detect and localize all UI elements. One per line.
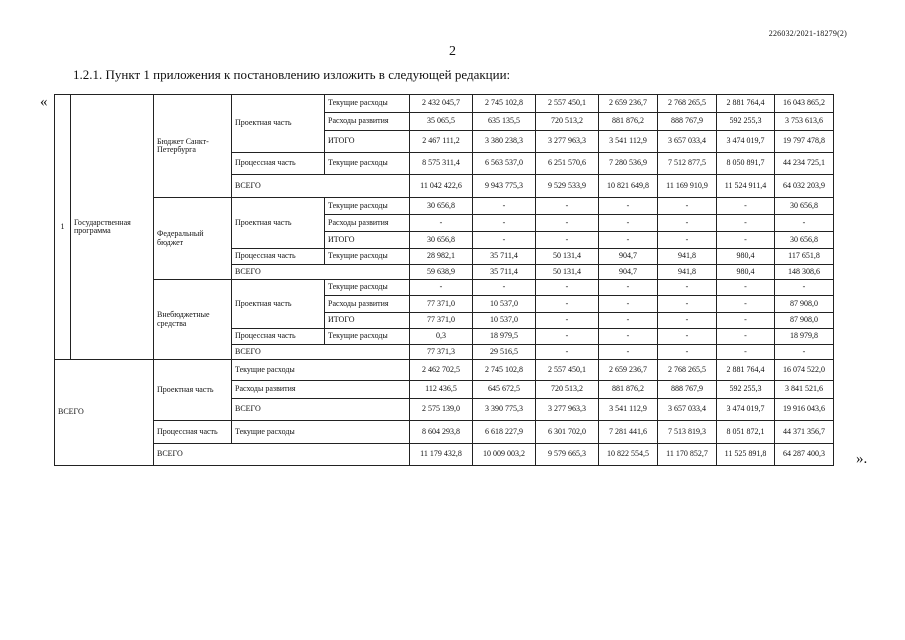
value-cell: 11 524 911,4: [717, 175, 775, 198]
expense-type-label: Текущие расходы: [232, 421, 410, 444]
opening-quote: «: [40, 94, 48, 110]
value-cell: 30 656,8: [410, 232, 473, 249]
value-cell: 7 512 877,5: [658, 153, 717, 175]
value-cell: 980,4: [717, 265, 775, 280]
value-cell: 7 280 536,9: [599, 153, 658, 175]
value-cell: 10 537,0: [473, 296, 536, 313]
closing-quote: ».: [856, 451, 868, 467]
row-total-cell: 16 074 522,0: [775, 360, 834, 381]
value-cell: 980,4: [717, 249, 775, 265]
table-row: [55, 198, 900, 215]
value-cell: 2 467 111,2: [410, 131, 473, 153]
value-cell: -: [658, 232, 717, 249]
value-cell: -: [717, 280, 775, 296]
row-total-cell: 87 908,0: [775, 313, 834, 329]
expense-type-label: Расходы развития: [325, 215, 410, 232]
value-cell: 720 513,2: [536, 381, 599, 399]
value-cell: 645 672,5: [473, 381, 536, 399]
table-row: [55, 421, 900, 444]
value-cell: 7 513 819,3: [658, 421, 717, 444]
value-cell: 941,8: [658, 265, 717, 280]
value-cell: -: [717, 232, 775, 249]
page-number: 2: [449, 44, 456, 59]
value-cell: 2 659 236,7: [599, 360, 658, 381]
value-cell: 77 371,0: [410, 296, 473, 313]
row-total-cell: 64 287 400,3: [775, 444, 834, 466]
value-cell: -: [473, 280, 536, 296]
value-cell: 2 768 265,5: [658, 360, 717, 381]
value-cell: 3 380 238,3: [473, 131, 536, 153]
value-cell: 77 371,0: [410, 313, 473, 329]
value-cell: 8 050 891,7: [717, 153, 775, 175]
value-cell: 7 281 441,6: [599, 421, 658, 444]
value-cell: 592 255,3: [717, 113, 775, 131]
table-row: [55, 444, 900, 466]
expense-type-label: Текущие расходы: [325, 249, 410, 265]
value-cell: 3 541 112,9: [599, 399, 658, 421]
value-cell: 3 541 112,9: [599, 131, 658, 153]
expense-type-label: Текущие расходы: [232, 360, 410, 381]
value-cell: 59 638,9: [410, 265, 473, 280]
value-cell: 888 767,9: [658, 381, 717, 399]
value-cell: -: [473, 198, 536, 215]
value-cell: -: [658, 280, 717, 296]
value-cell: 6 563 537,0: [473, 153, 536, 175]
row-total-cell: 3 841 521,6: [775, 381, 834, 399]
value-cell: 2 462 702,5: [410, 360, 473, 381]
document-number: 226032/2021-18279(2): [768, 29, 847, 38]
value-cell: -: [536, 232, 599, 249]
value-cell: 2 881 764,4: [717, 95, 775, 113]
value-cell: -: [599, 296, 658, 313]
value-cell: 6 251 570,6: [536, 153, 599, 175]
value-cell: 881 876,2: [599, 113, 658, 131]
value-cell: -: [599, 313, 658, 329]
row-total-cell: 87 908,0: [775, 296, 834, 313]
value-cell: 941,8: [658, 249, 717, 265]
value-cell: 888 767,9: [658, 113, 717, 131]
expense-type-label: Текущие расходы: [325, 280, 410, 296]
value-cell: 3 657 033,4: [658, 131, 717, 153]
value-cell: 2 881 764,4: [717, 360, 775, 381]
value-cell: -: [658, 329, 717, 345]
value-cell: -: [599, 215, 658, 232]
value-cell: 2 745 102,8: [473, 95, 536, 113]
budget-table: [54, 94, 900, 466]
process-part-label: Процессная часть: [232, 329, 325, 345]
table-row: [55, 280, 900, 296]
value-cell: -: [536, 198, 599, 215]
value-cell: 35 711,4: [473, 265, 536, 280]
value-cell: 9 529 533,9: [536, 175, 599, 198]
subtotal-label: ИТОГО: [325, 313, 410, 329]
total-label: ВСЕГО: [232, 175, 410, 198]
value-cell: 3 277 963,3: [536, 131, 599, 153]
row-total-cell: 16 043 865,2: [775, 95, 834, 113]
value-cell: 2 557 450,1: [536, 360, 599, 381]
intro-text: 1.2.1. Пункт 1 приложения к постановлению изложить в следующей редакции:: [73, 67, 511, 82]
row-total-cell: 30 656,8: [775, 198, 834, 215]
row-total-cell: -: [775, 280, 834, 296]
value-cell: 9 943 775,3: [473, 175, 536, 198]
value-cell: 6 301 702,0: [536, 421, 599, 444]
value-cell: 6 618 227,9: [473, 421, 536, 444]
value-cell: -: [536, 313, 599, 329]
row-total-cell: 64 032 203,9: [775, 175, 834, 198]
value-cell: 2 432 045,7: [410, 95, 473, 113]
project-part-label: Проектная часть: [232, 198, 325, 249]
value-cell: 3 390 775,3: [473, 399, 536, 421]
value-cell: -: [599, 345, 658, 360]
expense-type-label: Текущие расходы: [325, 198, 410, 215]
budget-source-label: Бюджет Санкт-Петербурга: [154, 95, 232, 198]
row-total-cell: 30 656,8: [775, 232, 834, 249]
value-cell: -: [410, 215, 473, 232]
row-total-cell: 19 797 478,8: [775, 131, 834, 153]
value-cell: 10 537,0: [473, 313, 536, 329]
process-part-label: Процессная часть: [232, 153, 325, 175]
value-cell: 10 821 649,8: [599, 175, 658, 198]
value-cell: 904,7: [599, 265, 658, 280]
value-cell: 3 657 033,4: [658, 399, 717, 421]
value-cell: 11 525 891,8: [717, 444, 775, 466]
value-cell: 8 051 872,1: [717, 421, 775, 444]
total-label: ВСЕГО: [232, 345, 410, 360]
value-cell: -: [717, 313, 775, 329]
expense-type-label: Текущие расходы: [325, 95, 410, 113]
value-cell: -: [536, 296, 599, 313]
value-cell: 3 277 963,3: [536, 399, 599, 421]
row-total-cell: 44 234 725,1: [775, 153, 834, 175]
value-cell: -: [536, 345, 599, 360]
row-number: 1: [55, 95, 71, 360]
value-cell: 2 575 139,0: [410, 399, 473, 421]
value-cell: 30 656,8: [410, 198, 473, 215]
table-row: [55, 360, 900, 381]
value-cell: 77 371,3: [410, 345, 473, 360]
value-cell: -: [658, 345, 717, 360]
value-cell: -: [536, 280, 599, 296]
value-cell: -: [658, 296, 717, 313]
value-cell: 29 516,5: [473, 345, 536, 360]
value-cell: 50 131,4: [536, 249, 599, 265]
value-cell: 35 065,5: [410, 113, 473, 131]
subtotal-label: ИТОГО: [325, 131, 410, 153]
row-total-cell: -: [775, 215, 834, 232]
value-cell: 2 745 102,8: [473, 360, 536, 381]
value-cell: -: [658, 198, 717, 215]
value-cell: -: [717, 345, 775, 360]
value-cell: 592 255,3: [717, 381, 775, 399]
value-cell: 8 575 311,4: [410, 153, 473, 175]
value-cell: 9 579 665,3: [536, 444, 599, 466]
value-cell: -: [599, 198, 658, 215]
value-cell: -: [717, 329, 775, 345]
value-cell: -: [717, 296, 775, 313]
value-cell: -: [658, 215, 717, 232]
budget-source-label: Внебюджетные средства: [154, 280, 232, 360]
value-cell: -: [473, 215, 536, 232]
value-cell: 10 822 554,5: [599, 444, 658, 466]
budget-source-label: Федеральный бюджет: [154, 198, 232, 280]
value-cell: -: [717, 198, 775, 215]
value-cell: 11 179 432,8: [410, 444, 473, 466]
subtotal-label: ИТОГО: [325, 232, 410, 249]
row-total-cell: 3 753 613,6: [775, 113, 834, 131]
value-cell: 8 604 293,8: [410, 421, 473, 444]
project-part-label: Проектная часть: [154, 360, 232, 421]
value-cell: -: [410, 280, 473, 296]
value-cell: 35 711,4: [473, 249, 536, 265]
value-cell: 3 474 019,7: [717, 131, 775, 153]
value-cell: 18 979,5: [473, 329, 536, 345]
value-cell: -: [599, 232, 658, 249]
row-total-cell: 44 371 356,7: [775, 421, 834, 444]
value-cell: 10 009 003,2: [473, 444, 536, 466]
value-cell: 2 768 265,5: [658, 95, 717, 113]
table-row: [55, 95, 900, 113]
grand-total-label: ВСЕГО: [55, 360, 154, 466]
expense-type-label: Текущие расходы: [325, 153, 410, 175]
value-cell: 28 982,1: [410, 249, 473, 265]
expense-type-label: Расходы развития: [325, 296, 410, 313]
row-total-cell: 148 308,6: [775, 265, 834, 280]
total-label: ВСЕГО: [232, 399, 410, 421]
value-cell: 881 876,2: [599, 381, 658, 399]
process-part-label: Процессная часть: [154, 421, 232, 444]
expense-type-label: Текущие расходы: [325, 329, 410, 345]
project-part-label: Проектная часть: [232, 95, 325, 153]
project-part-label: Проектная часть: [232, 280, 325, 329]
value-cell: 635 135,5: [473, 113, 536, 131]
value-cell: 11 042 422,6: [410, 175, 473, 198]
row-total-cell: -: [775, 345, 834, 360]
grand-total-row-label: ВСЕГО: [154, 444, 410, 466]
value-cell: 11 169 910,9: [658, 175, 717, 198]
row-total-cell: 19 916 043,6: [775, 399, 834, 421]
value-cell: 112 436,5: [410, 381, 473, 399]
value-cell: 50 131,4: [536, 265, 599, 280]
expense-type-label: Расходы развития: [232, 381, 410, 399]
row-total-cell: 117 651,8: [775, 249, 834, 265]
value-cell: -: [658, 313, 717, 329]
value-cell: -: [473, 232, 536, 249]
value-cell: -: [599, 280, 658, 296]
value-cell: -: [717, 215, 775, 232]
row-total-cell: 18 979,8: [775, 329, 834, 345]
value-cell: -: [536, 215, 599, 232]
value-cell: 11 170 852,7: [658, 444, 717, 466]
value-cell: -: [599, 329, 658, 345]
program-label: Государственная программа: [71, 95, 154, 360]
value-cell: 904,7: [599, 249, 658, 265]
process-part-label: Процессная часть: [232, 249, 325, 265]
total-label: ВСЕГО: [232, 265, 410, 280]
value-cell: 2 557 450,1: [536, 95, 599, 113]
value-cell: -: [536, 329, 599, 345]
expense-type-label: Расходы развития: [325, 113, 410, 131]
value-cell: 720 513,2: [536, 113, 599, 131]
value-cell: 2 659 236,7: [599, 95, 658, 113]
value-cell: 3 474 019,7: [717, 399, 775, 421]
value-cell: 0,3: [410, 329, 473, 345]
